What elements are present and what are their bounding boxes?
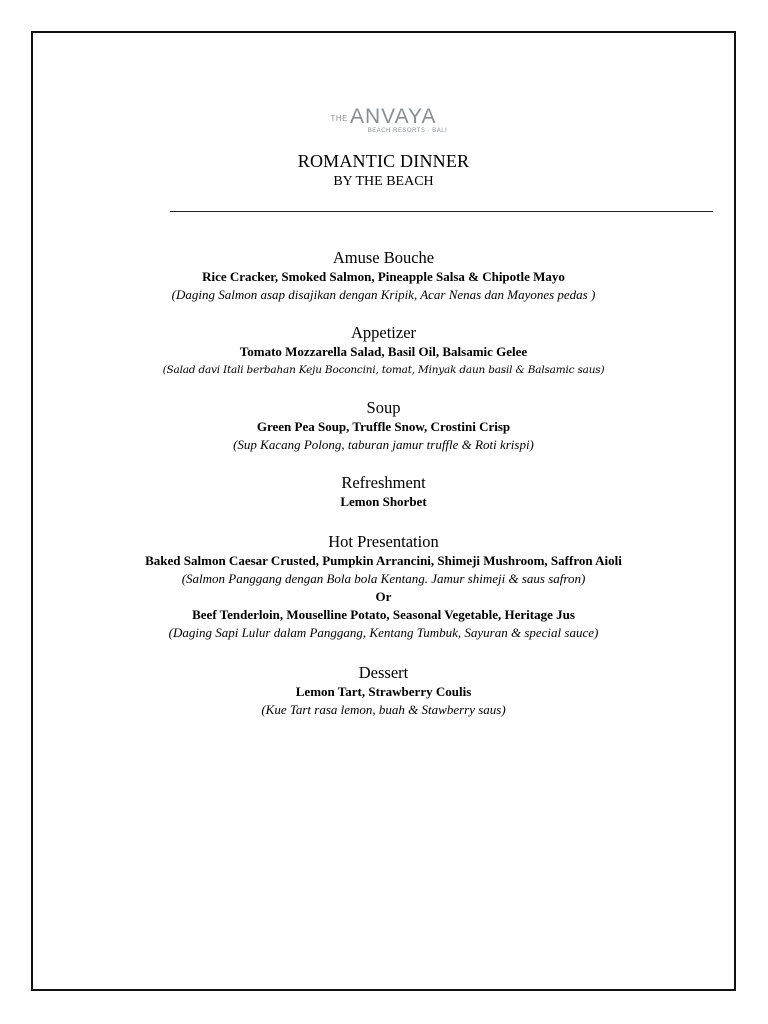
course-heading: Soup <box>366 398 401 417</box>
logo-tagline: BEACH RESORTS · BALI <box>367 128 448 134</box>
course-heading: Amuse Bouche <box>332 248 435 267</box>
course-description: (Daging Sapi Lulur dalam Panggang, Kentang Tumbuk, Sayuran & special sauce) <box>168 625 599 640</box>
course-refreshment <box>33 473 734 511</box>
course-hot-presentation <box>33 532 734 642</box>
course-dessert <box>33 663 734 719</box>
course-description: (Sup Kacang Polong, taburan jamur truffle & Roti krispi) <box>233 437 534 452</box>
course-description: (Salad davi Itali berbahan Keju Boconcini, tomat, Minyak daun basil & Balsamic saus) <box>162 364 605 376</box>
course-dish: Rice Cracker, Smoked Salmon, Pineapple Salsa & Chipotle Mayo <box>202 269 565 284</box>
course-appetizer <box>33 323 734 379</box>
header-divider <box>170 211 713 212</box>
menu-card <box>31 31 736 991</box>
course-description: (Salmon Panggang dengan Bola bola Kentang. Jamur shimeji & saus safron) <box>181 571 586 586</box>
course-dish: Lemon Tart, Strawberry Coulis <box>295 684 472 699</box>
course-dish: Lemon Shorbet <box>340 494 427 509</box>
course-dish: Beef Tenderloin, Mouselline Potato, Seasonal Vegetable, Heritage Jus <box>192 607 575 622</box>
anvaya-logo <box>33 105 734 134</box>
course-heading: Appetizer <box>350 323 417 342</box>
menu-title: ROMANTIC DINNER <box>297 151 470 171</box>
course-heading: Hot Presentation <box>328 532 439 551</box>
course-heading: Dessert <box>358 663 409 682</box>
course-soup <box>33 398 734 454</box>
logo-name: ANVAYA <box>349 105 437 128</box>
course-heading: Refreshment <box>341 473 426 492</box>
course-description: (Daging Salmon asap disajikan dengan Kripik, Acar Nenas dan Mayones pedas ) <box>171 287 596 302</box>
menu-subtitle: BY THE BEACH <box>333 174 434 189</box>
course-amuse-bouche <box>33 248 734 304</box>
course-description: (Kue Tart rasa lemon, buah & Stawberry saus) <box>261 702 506 717</box>
course-dish: Tomato Mozzarella Salad, Basil Oil, Balsamic Gelee <box>239 344 528 359</box>
logo-prefix: THE <box>330 114 348 123</box>
course-dish: Green Pea Soup, Truffle Snow, Crostini Crisp <box>256 419 511 434</box>
course-or-separator: Or <box>375 589 392 604</box>
course-dish: Baked Salmon Caesar Crusted, Pumpkin Arrancini, Shimeji Mushroom, Saffron Aioli <box>145 553 622 568</box>
